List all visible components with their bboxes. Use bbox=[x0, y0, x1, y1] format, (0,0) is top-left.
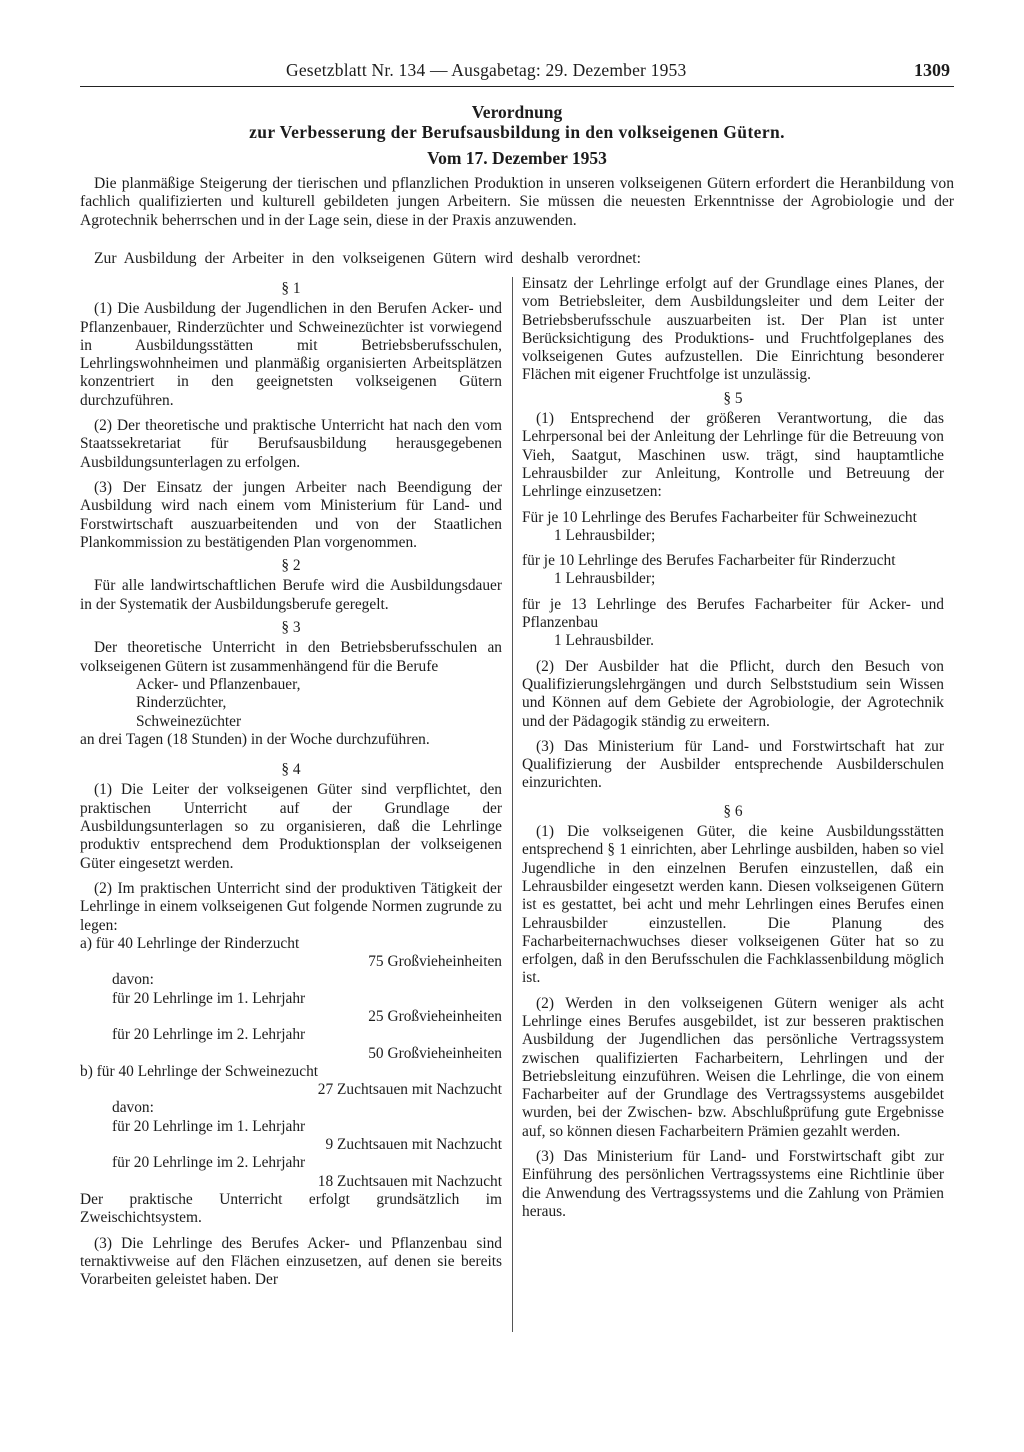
column-divider bbox=[512, 277, 513, 1332]
paragraph: Für alle landwirtschaftlichen Berufe wird die Ausbildungsdauer in der Systematik der Ausbildungsberufe geregelt. bbox=[80, 577, 502, 613]
norm-a-line: a) für 40 Lehrlinge der Rinderzucht bbox=[80, 934, 300, 952]
section-heading: § 4 bbox=[281, 761, 301, 779]
ratio-amount: 1 Lehrausbilder; bbox=[554, 526, 656, 544]
norm-amount: 9 Zuchtsauen mit Nachzucht bbox=[325, 1136, 502, 1154]
norm-b-line: b) für 40 Lehrlinge der Schweinezucht bbox=[80, 1062, 319, 1080]
right-column bbox=[522, 275, 944, 1221]
page-number: 1309 bbox=[914, 60, 950, 80]
norm-davon: davon: bbox=[112, 971, 154, 989]
paragraph: an drei Tagen (18 Stunden) in der Woche durchzuführen. bbox=[80, 730, 430, 748]
decree-date: Vom 17. Dezember 1953 bbox=[427, 148, 607, 168]
header-title: Gesetzblatt Nr. 134 — Ausgabetag: 29. Dezember 1953 bbox=[286, 60, 687, 80]
decree-subtitle: zur Verbesserung der Berufsausbildung in den volkseigenen Gütern. bbox=[249, 122, 785, 142]
paragraph: Einsatz der Lehrlinge erfolgt auf der Grundlage eines Planes, der vom Betriebsleiter, dem Ausbildungsleiter und dem Leiter der Betriebsberufsschule auszuarbeiten ist. Der Plan ist unter Berücksichtigung des Produktions- und Fruchtfolgeplanes des volkseigenen Gutes aufzustellen. Die Einrichtung besonderer Flächen mit eigener Fruchtfolge ist unzulässig. bbox=[522, 275, 944, 384]
profession-list bbox=[80, 676, 502, 731]
section-heading: § 1 bbox=[281, 280, 301, 297]
paragraph: für je 10 Lehrlinge des Berufes Facharbeiter für Rinderzucht bbox=[522, 552, 896, 570]
section-heading: § 6 bbox=[723, 802, 743, 820]
section-heading: § 3 bbox=[281, 619, 301, 637]
paragraph: Der theoretische Unterricht in den Betriebsberufsschulen an volkseigenen Gütern ist zusammenhängend für die Berufe bbox=[80, 639, 502, 675]
list-item: Acker- und Pflanzenbauer, bbox=[136, 675, 301, 693]
norm-amount: 75 Großvieheinheiten bbox=[368, 953, 502, 971]
paragraph: (2) Der Ausbilder hat die Pflicht, durch den Besuch von Qualifizierungslehrgängen und durch Selbststudium sein Wissen und Können auf dem Gebiete der Agrobiologie, der Agrotechnik und der Pädagogik ständig zu erweitern. bbox=[522, 657, 944, 730]
paragraph: (1) Die Leiter der volkseigenen Güter sind verpflichtet, den praktischen Unterricht auf der Grundlage der Ausbildungsunterlagen so zu organisieren, daß die Lehrlinge produktiv entsprechend dem Produktionsplan der volkseigenen Güter eingesetzt werden. bbox=[80, 781, 502, 872]
norm-amount: 50 Großvieheinheiten bbox=[368, 1044, 502, 1062]
paragraph: (2) Der theoretische und praktische Unterricht hat nach den vom Staatssekretariat für Berufsausbildung herausgegebenen Ausbildungsunterlagen zu erfolgen. bbox=[80, 417, 502, 471]
preamble: Die planmäßige Steigerung der tierischen und pflanzlichen Produktion in unseren volkseigenen Gütern erfordert die Heranbildung von fachlich qualifizierten und kulturell gebildeten jungen Arbeitern. Sie müssen die neuesten Erkenntnisse der Agrobiologie und der Agrotechnik beherrschen und in der Lage sein, diese in der Praxis anzuwenden. bbox=[80, 175, 954, 229]
norm-sub-line: für 20 Lehrlinge im 1. Lehrjahr bbox=[112, 1117, 306, 1135]
paragraph: (1) Die Ausbildung der Jugendlichen in den Berufen Acker- und Pflanzenbauer, Rinderzüchter und Schweinezüchter ist vorwiegend in Ausbildungsstätten mit Betriebsberufsschulen, Lehrlingswohnheimen und planmäßig organisierten Arbeitsplätzen konzentriert in den geeignetsten volkseigenen Gütern durchzuführen. bbox=[80, 300, 502, 409]
norm-amount: 25 Großvieheinheiten bbox=[368, 1007, 502, 1025]
paragraph: (2) Im praktischen Unterricht sind der produktiven Tätigkeit der Lehrlinge in einem volkseigenen Gut folgende Normen zugrunde zu legen: bbox=[80, 879, 502, 934]
section-heading: § 5 bbox=[723, 389, 743, 407]
norm-amount: 27 Zuchtsauen mit Nachzucht bbox=[317, 1081, 502, 1099]
paragraph: (2) Werden in den volkseigenen Gütern weniger als acht Lehrlinge eines Berufes ausgebildet, ist zur besseren praktischen Ausbildung der Jugendlichen das persönliche Vertragssystem zwischen qualifizierten Facharbeitern, Lehrlingen und der Betriebsleitung einzuführen. Weisen die Lehrlinge, die von einem Facharbeiter auf der Grundlage des Vertragssystems ausgebildet wurden, bei der Zwischen- bzw. Abschlußprüfung gute Ergebnisse auf, so können diesen Facharbeitern Prämien gezahlt werden. bbox=[522, 994, 944, 1140]
paragraph: für je 13 Lehrlinge des Berufes Facharbeiter für Acker- und Pflanzenbau bbox=[522, 595, 944, 632]
paragraph: (3) Das Ministerium für Land- und Forstwirtschaft hat zur Qualifizierung der Ausbilder entsprechende Ausbilderschulen einzurichten. bbox=[522, 737, 944, 792]
paragraph: (1) Die volkseigenen Güter, die keine Ausbildungsstätten entsprechend § 1 einrichten, aber Lehrlinge ausbilden, haben so viel Jugendliche in den einzelnen Berufen einzustellen, daß ein Lehrausbilder eingesetzt werden kann. Diesen volkseigenen Gütern ist es gestattet, bei acht und mehr Lehrlingen eines Berufes einen Lehrausbilder einzustellen. Die Planung des Facharbeiternachwuchses dieser volkseigenen Güter hat so zu erfolgen, daß in den Berufsschulen die Fachklassenbildung möglich ist. bbox=[522, 823, 944, 987]
norm-sub-line: für 20 Lehrlinge im 2. Lehrjahr bbox=[112, 1026, 306, 1044]
paragraph: Für je 10 Lehrlinge des Berufes Facharbeiter für Schweinezucht bbox=[522, 508, 917, 526]
page-header bbox=[80, 60, 954, 87]
paragraph: (3) Das Ministerium für Land- und Forstwirtschaft gibt zur Einführung des persönlichen Vertragssystems eine Richtlinie über die Anwendung des Vertragssystems und die Zahlung von Prämien heraus. bbox=[522, 1148, 944, 1220]
section-heading: § 2 bbox=[281, 557, 301, 575]
paragraph: (3) Der Einsatz der jungen Arbeiter nach Beendigung der Ausbildung wird nach einem vom Ministerium für Land- und Forstwirtschaft auszuarbeitenden und von der Staatlichen Plankommission zu bestätigenden Plan vorgenommen. bbox=[80, 478, 502, 551]
norm-sub-line: für 20 Lehrlinge im 2. Lehrjahr bbox=[112, 1154, 306, 1172]
ratio-amount: 1 Lehrausbilder. bbox=[554, 632, 655, 650]
norm-sub-line: für 20 Lehrlinge im 1. Lehrjahr bbox=[112, 989, 306, 1007]
list-item: Rinderzüchter, bbox=[136, 694, 227, 712]
ratio-amount: 1 Lehrausbilder; bbox=[554, 570, 656, 588]
norm-amount: 18 Zuchtsauen mit Nachzucht bbox=[317, 1172, 502, 1190]
norm-davon: davon: bbox=[112, 1099, 154, 1117]
paragraph: (1) Entsprechend der größeren Verantwortung, die das Lehrpersonal bei der Anleitung der Lehrlinge für die Betreuung von Vieh, Saatgut, Maschinen usw. trägt, sind hauptamtliche Lehrausbilder zur Anleitung, Kontrolle und Betreuung der Lehrlinge einzusetzen: bbox=[522, 410, 944, 501]
left-column bbox=[80, 275, 502, 1289]
list-item: Schweinezüchter bbox=[136, 712, 242, 730]
intro-line: Zur Ausbildung der Arbeiter in den volkseigenen Gütern wird deshalb verordnet: bbox=[94, 250, 641, 267]
paragraph: (3) Die Lehrlinge des Berufes Acker- und Pflanzenbau sind ternaktivweise auf den Flächen einzusetzen, auf denen sie bereits Vorarbeiten geleistet haben. Der bbox=[80, 1234, 502, 1289]
decree-title: Verordnung bbox=[471, 102, 563, 122]
paragraph: Der praktische Unterricht erfolgt grundsätzlich im Zweischichtsystem. bbox=[80, 1190, 502, 1227]
